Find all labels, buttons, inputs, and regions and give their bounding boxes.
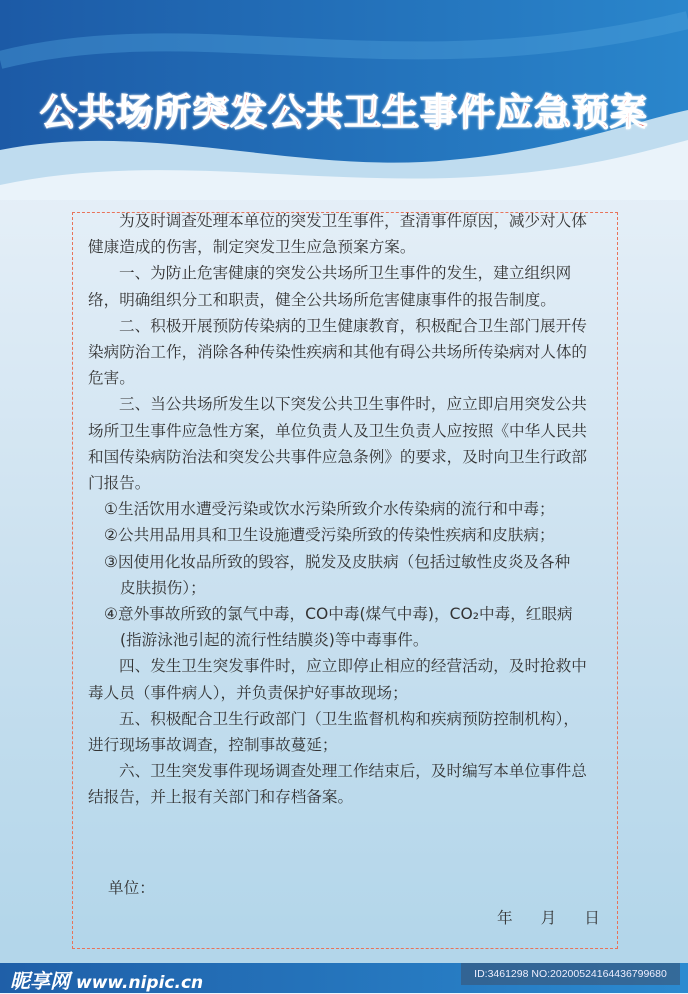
watermark-footer: [0, 963, 688, 993]
text-line: 络，明确组织分工和职责，健全公共场所危害健康事件的报告制度。: [88, 290, 556, 309]
text-line: 三、当公共场所发生以下突发公共卫生事件时，应立即启用突发公共: [119, 395, 587, 414]
text-line: 二、积极开展预防传染病的卫生健康教育，积极配合卫生部门展开传: [119, 316, 587, 335]
text-line: ②公共用品用具和卫生设施遭受污染所致的传染性疾病和皮肤病；: [104, 526, 555, 545]
paragraph: [88, 653, 618, 705]
paragraph: [88, 260, 618, 312]
date-line: [497, 906, 628, 928]
watermark-logo: [10, 965, 203, 994]
month-label: 月: [540, 909, 557, 927]
paragraph: [88, 706, 618, 758]
text-line: 门报告。: [88, 474, 151, 493]
paragraph: [88, 391, 618, 496]
header-banner: [0, 0, 688, 200]
paragraph: [88, 313, 618, 392]
logo-url: www.nipic.cn: [76, 973, 204, 993]
text-line: ①生活饮用水遭受污染或饮水污染所致介水传染病的流行和中毒；: [104, 500, 555, 519]
paragraph: [88, 601, 618, 653]
logo-text: 昵享网: [10, 969, 70, 993]
text-line: 场所卫生事件应急性方案，单位负责人及卫生负责人应按照《中华人民共: [88, 421, 588, 440]
text-line: (指游泳池引起的流行性结膜炎)等中毒事件。: [120, 631, 429, 650]
text-line: 危害。: [88, 369, 135, 388]
day-label: 日: [584, 909, 600, 927]
text-line: 五、积极配合卫生行政部门（卫生监督机构和疾病预防控制机构），: [119, 709, 580, 728]
paragraph: [88, 496, 618, 522]
paragraph: [88, 549, 618, 601]
text-line: ③因使用化妆品所致的毁容，脱发及皮肤病（包括过敏性皮炎及各种: [104, 552, 571, 571]
text-line: 健康造成的伤害，制定突发卫生应急预案方案。: [88, 238, 416, 257]
text-line: 四、发生卫生突发事件时，应立即停止相应的经营活动，及时抢救中: [119, 657, 587, 676]
text-line: 一、为防止危害健康的突发公共场所卫生事件的发生，建立组织网: [119, 264, 572, 283]
text-line: ④意外事故所致的氯气中毒，CO中毒(煤气中毒)，CO₂中毒，红眼病: [104, 605, 573, 624]
paragraph: [88, 522, 618, 548]
text-line: 毒人员（事件病人），并负责保护好事故现场；: [88, 683, 408, 702]
paragraph: [88, 208, 618, 260]
text-line: 进行现场事故调查，控制事故蔓延；: [88, 736, 338, 755]
page-title: 公共场所突发公共卫生事件应急预案: [40, 91, 648, 134]
document-body: [88, 208, 618, 811]
text-line: 染病防治工作，消除各种传染性疾病和其他有碍公共场所传染病对人体的: [88, 343, 588, 362]
text-line: 结报告，并上报有关部门和存档备案。: [88, 788, 354, 807]
text-line: 为及时调查处理本单位的突发卫生事件，查清事件原因，减少对人体: [119, 212, 587, 230]
paragraph: [88, 758, 618, 810]
text-line: 和国传染病防治法和突发公共事件应急条例》的要求，及时向卫生行政部: [88, 447, 588, 466]
year-label: 年: [497, 909, 513, 927]
unit-label: 单位：: [108, 879, 155, 897]
image-id: ID:3461298 NO:20200524164436799680: [461, 963, 680, 985]
text-line: 六、卫生突发事件现场调查处理工作结束后，及时编写本单位事件总: [119, 762, 587, 781]
text-line: 皮肤损伤）；: [120, 578, 206, 597]
